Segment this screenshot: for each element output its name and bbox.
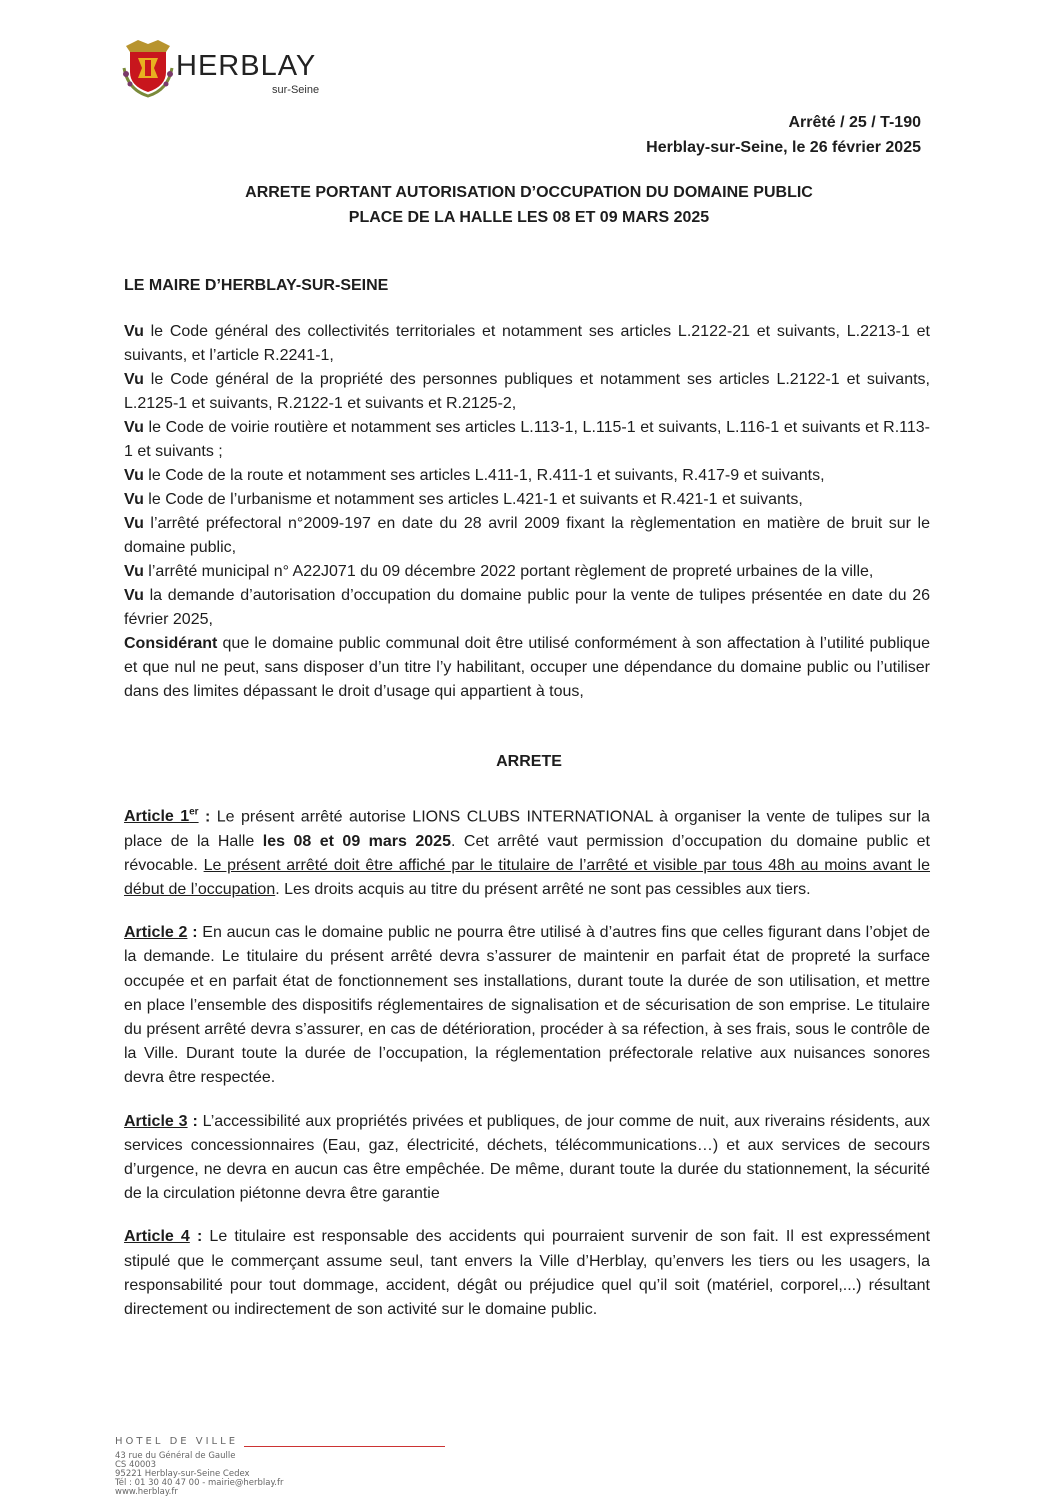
article-2 (124, 921, 930, 1090)
brand-name: HERBLAY (176, 50, 317, 82)
footer-line: www.herblay.fr (115, 1487, 178, 1497)
articles-section (124, 801, 930, 1341)
considerant-lead: Vu (124, 323, 144, 340)
article-separator: : (189, 1228, 210, 1246)
article-label-text: Article 1 (124, 808, 190, 826)
article-label: Article 2 (124, 924, 188, 942)
footer-line: Tél : 01 30 40 47 00 - mairie@herblay.fr (115, 1478, 284, 1488)
considerant-item (124, 368, 930, 416)
article-label (124, 808, 199, 825)
article-display-notice: Le présent arrêté doit être affiché par le titulaire de l’arrêté et visible par tous 48h au moins avant le début de l’occupation (124, 856, 931, 898)
article-label: Article 3 (124, 1112, 188, 1130)
article-text: En aucun cas le domaine public ne pourra être utilisé à d’autres fins que celles figurant dans l’objet de la demande. Le titulaire du présent arrêté devra s’assurer de maintenir en parfait état de propreté la surface occupée et en parfait état de fonctionnement ses installations, durant toute la durée de son utilisation, et mettre en place l’ensemble des dispositifs réglementaires de signalisation et de sécurisation de son emprise. Le titulaire du présent arrêté devra s’assurer, en cas de détérioration, procéder à sa réfection, à ses frais, sous le contrôle de la Ville. Durant toute la durée de l’occupation, la réglementation préfectorale relative aux nuisances sonores devra être respectée. (124, 924, 931, 1087)
considerant-item (124, 320, 930, 368)
considerant-lead: Vu (124, 491, 144, 508)
title-line-1: ARRETE PORTANT AUTORISATION D’OCCUPATION DU DOMAINE PUBLIC (245, 184, 813, 201)
article-label: Article 4 (124, 1228, 190, 1246)
article-3 (124, 1110, 930, 1207)
considerant-item (124, 488, 930, 512)
brand-subtitle: sur-Seine (272, 84, 320, 96)
considerant-text: le Code de voirie routière et notamment ses articles L.113-1, L.115-1 et suivants, L.116-1 et suivants et R.113-1 et suivants ; (124, 419, 930, 460)
footer-line: 95221 Herblay-sur-Seine Cedex (115, 1469, 250, 1479)
article-text: Le présent arrêté autorise LIONS CLUBS INTERNATIONAL à organiser la vente de tulipes sur la place de la Halle (124, 808, 931, 850)
arrete-heading: ARRETE (496, 753, 562, 770)
considerant-text: le Code de la route et notamment ses articles L.411-1, R.411-1 et suivants, R.417-9 et suivants, (143, 467, 825, 484)
article-label-sup: er (189, 807, 199, 818)
article-separator: : (187, 1112, 203, 1130)
footer-hotel-de-ville: HOTEL DE VILLE (115, 1436, 244, 1447)
article-separator: : (198, 808, 217, 826)
article-1 (124, 801, 930, 902)
footer-line: 43 rue du Général de Gaulle (115, 1451, 236, 1461)
article-dates: les 08 et 09 mars 2025 (262, 832, 451, 850)
article-4 (124, 1225, 930, 1322)
place-date: Herblay-sur-Seine, le 26 février 2025 (646, 139, 921, 156)
maire-heading: LE MAIRE D’HERBLAY-SUR-SEINE (124, 277, 389, 294)
article-text: . Cet arrêté vaut permission d’occupation du domaine public et révocable. (124, 832, 930, 874)
considerant-item (124, 416, 930, 464)
considerant-lead: Vu (124, 419, 144, 436)
herblay-logo (120, 38, 350, 100)
title-line-2: PLACE DE LA HALLE LES 08 ET 09 MARS 2025 (348, 209, 710, 226)
city-crest-icon (120, 38, 176, 98)
considerants-list (124, 320, 930, 704)
article-text: L’accessibilité aux propriétés privées et publiques, de jour comme de nuit, aux riverains résidents, aux services concessionnaires (Eau, gaz, électricité, déchets, télécommunications…) et aux services de secours d’urgence, ne devra en aucun cas être empêchée. De même, durant toute la durée du stationnement, la sécurité de la circulation piétonne devra être garantie (124, 1112, 931, 1203)
considerant-item (124, 560, 930, 584)
considerant-lead: Vu (124, 563, 144, 580)
footer-address-lines (115, 1452, 284, 1497)
considerant-item (124, 464, 930, 488)
considerant-text: l’arrêté préfectoral n°2009-197 en date du 28 avril 2009 fixant la règlementation en matière de bruit sur le domaine public, (124, 515, 930, 556)
considerant-lead: Vu (124, 467, 144, 484)
considerant-item (124, 584, 930, 632)
considerant-lead: Vu (124, 371, 144, 388)
considerant-item (124, 632, 930, 704)
document-title (0, 180, 1058, 230)
article-text: Le titulaire est responsable des accidents qui pourraient survenir de son fait. Il est expressément stipulé que le commerçant assume seul, tant envers la Ville d’Herblay, qu’envers les tiers ou les usagers, la responsabilité pour tout dommage, accident, dégât ou préjudice quel qu’il soit (matériel, corporel,...) résultant directement ou indirectement de son activité sur le domaine public. (124, 1228, 931, 1318)
article-text: . Les droits acquis au titre du présent arrêté ne sont pas cessibles aux tiers. (275, 880, 811, 898)
considerant-text: le Code général des collectivités territoriales et notamment ses articles L.2122-21 et suivants, L.2213-1 et suivants, et l’article R.2241-1, (124, 323, 930, 364)
considerant-text: que le domaine public communal doit être utilisé conformément à son affectation à l’utilité publique et que nul ne peut, sans disposer d’un titre l’y habilitant, occuper une dépendance du domaine public ou l’utiliser dans des limites dépassant le droit d’usage qui appartient à tous, (124, 635, 930, 700)
considerant-lead: Considérant (124, 635, 218, 652)
footer-line: CS 40003 (115, 1460, 157, 1470)
article-separator: : (187, 924, 203, 942)
considerant-text: le Code de l’urbanisme et notamment ses articles L.421-1 et suivants et R.421-1 et suivants, (143, 491, 803, 508)
reference-block (646, 110, 921, 160)
considerant-text: l’arrêté municipal n° A22J071 du 09 décembre 2022 portant règlement de propreté urbaines de la ville, (143, 563, 874, 580)
considerant-text: la demande d’autorisation d’occupation du domaine public pour la vente de tulipes présentée en date du 26 février 2025, (124, 587, 930, 628)
arrete-number: Arrêté / 25 / T-190 (788, 114, 921, 131)
considerant-item (124, 512, 930, 560)
considerant-lead: Vu (124, 515, 144, 532)
considerant-text: le Code général de la propriété des personnes publiques et notamment ses articles L.2122-1 et suivants, L.2125-1 et suivants, R.2122-1 et suivants et R.2125-2, (124, 371, 930, 412)
considerant-lead: Vu (124, 587, 144, 604)
